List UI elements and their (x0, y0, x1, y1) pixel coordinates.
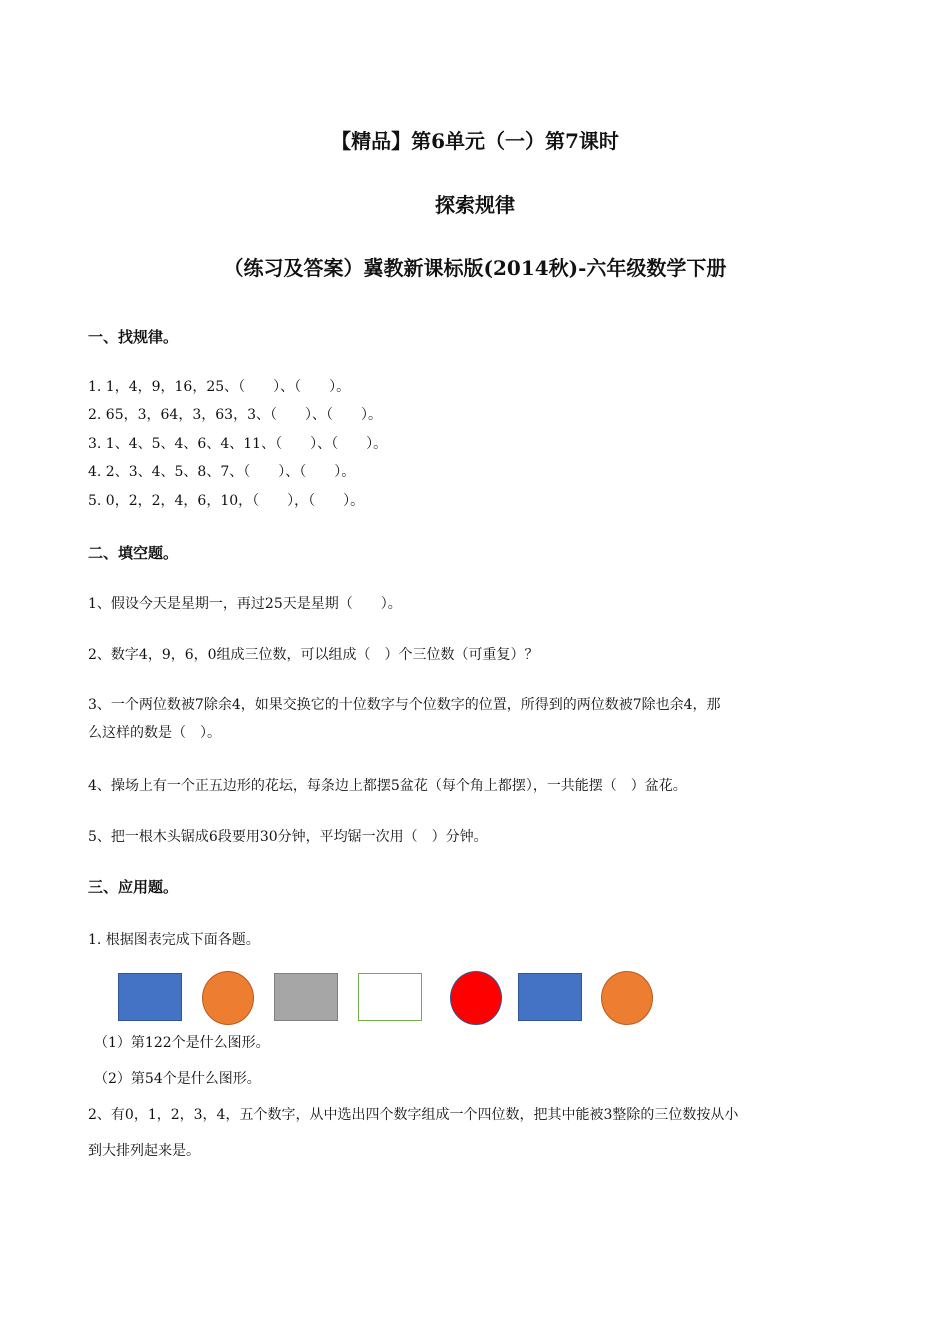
pattern-question-3: 3. 1、4、5、4、6、4、11、（ ）、（ ）。 (88, 436, 388, 452)
fill-blank-question-3-line-1: 3、一个两位数被7除余4，如果交换它的十位数字与个位数字的位置，所得到的两位数被7除也余4，那 (88, 697, 721, 713)
pattern-shape-orange-circle (202, 971, 254, 1025)
pattern-shape-orange-circle (601, 971, 653, 1025)
fill-blank-question-5: 5、把一根木头锯成6段要用30分钟，平均锯一次用（ ）分钟。 (88, 829, 488, 845)
pattern-question-4: 4. 2、3、4、5、8、7、（ ）、（ ）。 (88, 464, 356, 480)
pattern-shape-blue-square (518, 973, 582, 1021)
section-heading-find-pattern: 一、找规律。 (88, 328, 179, 346)
word-problem-2-line-1: 2、有0，1，2，3，4，五个数字，从中选出四个数字组成一个四位数，把其中能被3整除的三位数按从小 (88, 1107, 739, 1123)
document-subtitle: 探索规律 (435, 193, 515, 217)
pattern-shape-white-square (358, 973, 422, 1021)
fill-blank-question-4: 4、操场上有一个正五边形的花坛，每条边上都摆5盆花（每个角上都摆），一共能摆（ ）盆花。 (88, 778, 687, 794)
pattern-question-5: 5. 0，2，2，4，6，10，（ ），（ ）。 (88, 493, 365, 509)
word-problem-1: 1. 根据图表完成下面各题。 (88, 932, 260, 948)
pattern-shape-gray-square (274, 973, 338, 1021)
pattern-shape-red-circle (450, 971, 502, 1025)
fill-blank-question-3-line-2: 么这样的数是（ ）。 (88, 725, 221, 741)
fill-blank-question-2: 2、数字4，9，6，0组成三位数，可以组成（ ）个三位数（可重复）？ (88, 647, 539, 663)
fill-blank-question-1: 1、假设今天是星期一，再过25天是星期（ ）。 (88, 596, 402, 612)
document-edition-line: （练习及答案）冀教新课标版(2014秋)-六年级数学下册 (223, 256, 727, 280)
section-heading-fill-blank: 二、填空题。 (88, 544, 179, 562)
pattern-shape-blue-square (118, 973, 182, 1021)
section-heading-word-problems: 三、应用题。 (88, 878, 179, 896)
word-problem-1-subquestion-2: （2）第54个是什么图形。 (94, 1071, 261, 1087)
pattern-question-2: 2. 65，3，64，3，63，3、（ ）、（ ）。 (88, 407, 382, 423)
pattern-question-1: 1. 1，4，9，16，25、（ ）、（ ）。 (88, 379, 351, 395)
document-title: 【精品】第6单元（一）第7课时 (331, 129, 619, 153)
word-problem-2-line-2: 到大排列起来是。 (88, 1143, 200, 1159)
word-problem-1-subquestion-1: （1）第122个是什么图形。 (94, 1035, 270, 1051)
